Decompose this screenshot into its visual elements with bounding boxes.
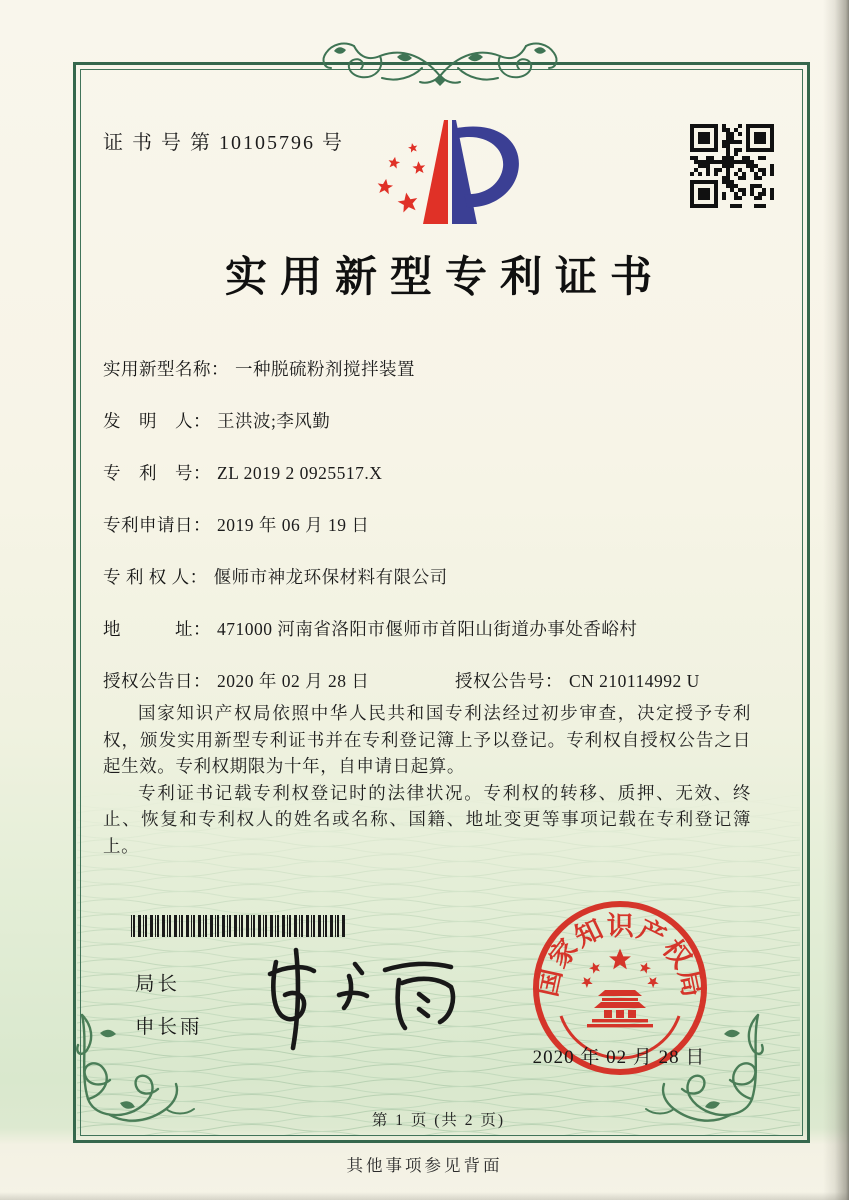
signer-name: 申长雨: [135, 1017, 203, 1038]
field-label: 授权公告号：: [455, 671, 563, 691]
field-value: 471000 河南省洛阳市偃师市首阳山街道办事处香峪村: [217, 619, 638, 639]
field-label: 专 利 号：: [103, 463, 211, 483]
field-label: 实用新型名称：: [103, 359, 229, 379]
body-paragraph: 国家知识产权局依照中华人民共和国专利法经过初步审查，决定授予专利权，颁发实用新型专利证书并在专利登记簿上予以登记。专利权自授权公告之日起生效。专利权期限为十年，自申请日起算。: [103, 703, 751, 776]
field-value: ZL 2019 2 0925517.X: [217, 463, 383, 483]
certificate-number: 证 书 号 第 10105796 号: [103, 132, 344, 154]
field-row-patentee: [103, 564, 448, 589]
field-row-grant-publication-number: [455, 668, 700, 693]
field-value: CN 210114992 U: [569, 671, 700, 691]
field-label: 专 利 权 人：: [103, 567, 208, 587]
field-row-grant-date: [103, 668, 700, 693]
field-value: 王洪波;李风勤: [217, 411, 331, 431]
svg-text:国家知识产权局: 国家知识产权局: [532, 910, 708, 1000]
back-note: 其他事项参见背面: [346, 1156, 503, 1175]
field-label: 发 明 人：: [103, 411, 211, 431]
field-value: 2020 年 02 月 28 日: [217, 671, 370, 691]
field-value: 2019 年 06 月 19 日: [217, 515, 370, 535]
legal-text: [103, 700, 751, 859]
barcode: [130, 915, 346, 937]
field-row-address: [103, 616, 637, 641]
scan-edge-shadow: [0, 1192, 849, 1200]
field-value: 一种脱硫粉剂搅拌装置: [235, 359, 415, 379]
signature-handwriting: [252, 942, 467, 1054]
seal-date: 2020 年 02 月 28 日: [532, 1047, 706, 1068]
cnipa-logo-icon: [360, 110, 540, 240]
signer-title: 局长: [135, 974, 181, 995]
signer-block: [135, 968, 203, 1054]
body-paragraph: 专利证书记载专利权登记时的法律状况。专利权的转移、质押、无效、终止、恢复和专利权人的姓名或名称、国籍、地址变更等事项记载在专利登记簿上。: [103, 782, 751, 856]
field-value: 偃师市神龙环保材料有限公司: [213, 567, 448, 587]
field-row-utility-model-name: [103, 356, 415, 381]
qr-code: [690, 124, 774, 208]
field-label: 专利申请日：: [103, 515, 211, 535]
page-number: 第 1 页 (共 2 页): [371, 1112, 506, 1129]
field-row-filing-date: [103, 512, 369, 537]
field-label: 地 址：: [103, 619, 211, 639]
certificate-title: 实用新型专利证书: [224, 255, 665, 301]
field-row-inventors: [103, 408, 330, 433]
scan-edge-shadow: [823, 0, 849, 1200]
field-label: 授权公告日：: [103, 671, 211, 691]
field-row-patent-number: [103, 460, 382, 485]
top-flourish-ornament-icon: [308, 34, 572, 98]
